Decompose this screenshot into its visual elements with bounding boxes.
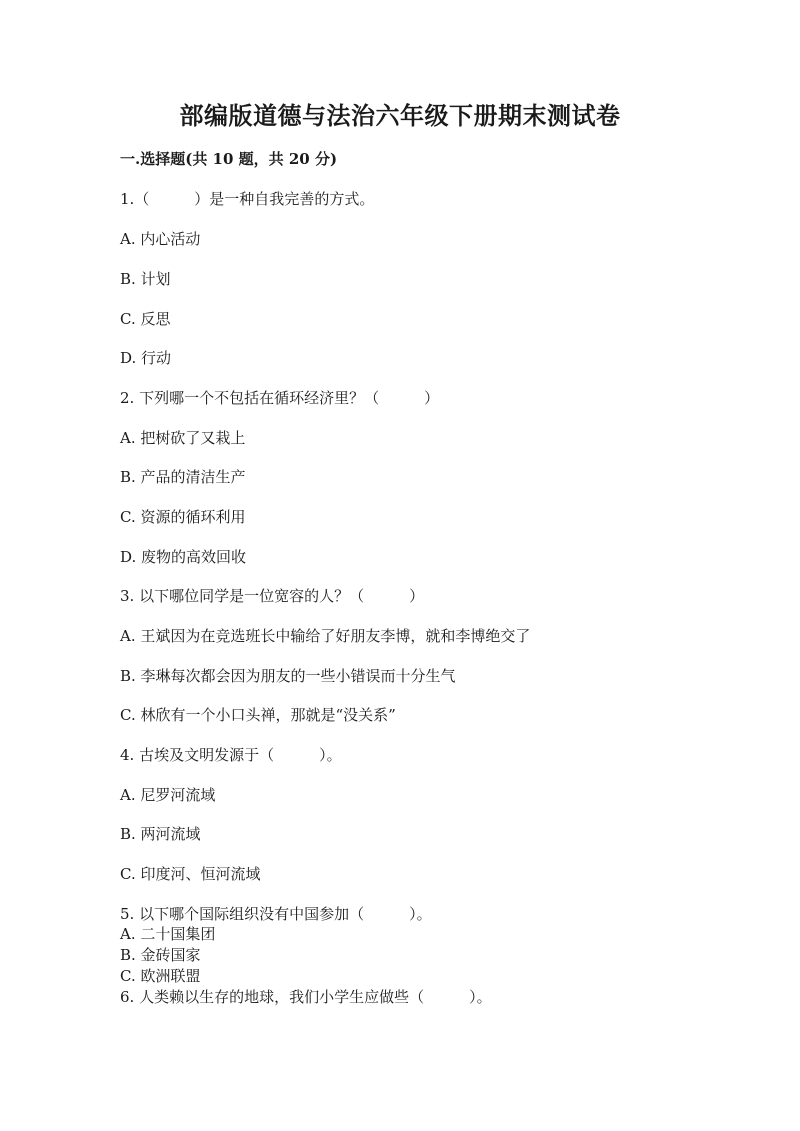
question-5-stem: 5. 以下哪个国际组织没有中国参加（ ）。 (120, 905, 432, 923)
question-1-stem: 1.（ ）是一种自我完善的方式。 (120, 190, 375, 208)
question-5-option-b: B. 金砖国家 (120, 946, 201, 964)
question-6-stem: 6. 人类赖以生存的地球，我们小学生应做些（ ）。 (120, 988, 492, 1006)
question-4-option-a: A. 尼罗河流域 (120, 786, 216, 804)
question-2-option-c: C. 资源的循环利用 (120, 508, 246, 526)
question-1-option-a: A. 内心活动 (120, 230, 201, 248)
page-title: 部编版道德与法治六年级下册期末测试卷 (179, 101, 621, 130)
question-2-stem: 2. 下列哪一个不包括在循环经济里？（ ） (120, 389, 440, 407)
question-4-stem: 4. 古埃及文明发源于（ ）。 (120, 746, 342, 764)
question-2-option-d: D. 废物的高效回收 (120, 548, 247, 566)
question-5-option-c: C. 欧洲联盟 (120, 967, 201, 985)
question-2-option-a: A. 把树砍了又栽上 (120, 429, 246, 447)
question-2-option-b: B. 产品的清洁生产 (120, 468, 246, 486)
question-4-option-c: C. 印度河、恒河流域 (120, 865, 261, 883)
question-3-stem: 3. 以下哪位同学是一位宽容的人？（ ） (120, 587, 425, 605)
question-3-option-b: B. 李琳每次都会因为朋友的一些小错误而十分生气 (120, 667, 456, 685)
section-heading: 一.选择题(共 10 题，共 20 分) (120, 150, 338, 168)
question-1-option-c: C. 反思 (120, 310, 171, 328)
question-4-option-b: B. 两河流域 (120, 825, 201, 843)
question-5-option-a: A. 二十国集团 (120, 925, 216, 943)
question-1-option-d: D. 行动 (120, 349, 172, 367)
question-1-option-b: B. 计划 (120, 270, 171, 288)
question-3-option-a: A. 王斌因为在竞选班长中输给了好朋友李博，就和李博绝交了 (120, 627, 531, 645)
question-3-option-c: C. 林欣有一个小口头禅，那就是“没关系” (120, 706, 396, 724)
